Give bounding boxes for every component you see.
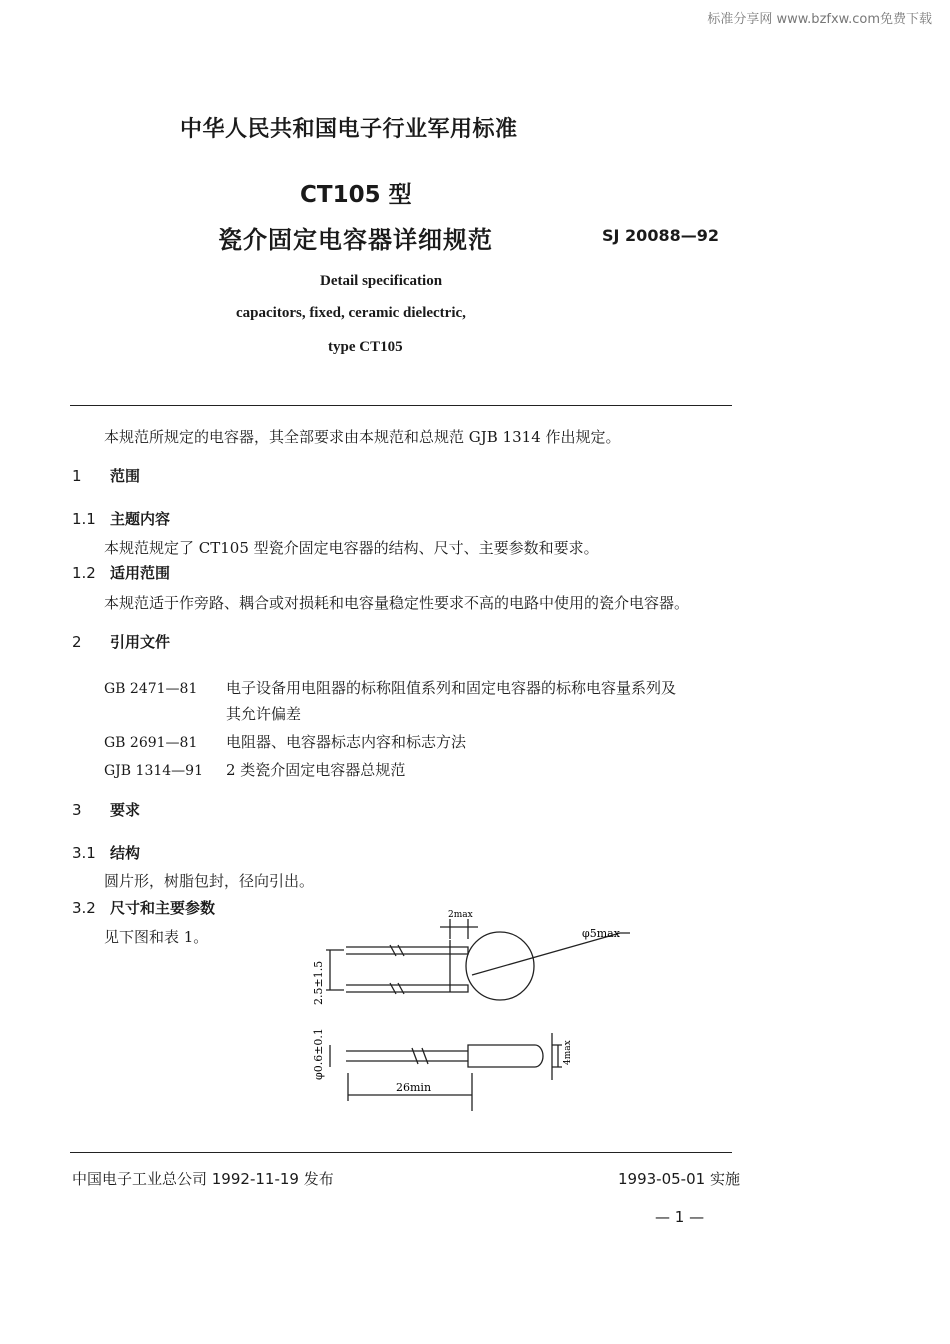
reference-row: [104, 731, 466, 752]
section-title: 尺寸和主要参数: [110, 899, 216, 917]
dim-length-label: 26min: [396, 1081, 432, 1094]
thickness-dimension-line: [552, 1045, 562, 1067]
standard-org-title: 中华人民共和国电子行业军用标准: [180, 117, 518, 142]
top-dimension-line: [440, 919, 478, 939]
page-number: — 1 —: [655, 1208, 705, 1226]
dim-thickness-label: 4max: [563, 1040, 573, 1065]
english-title-line3: type CT105: [328, 339, 403, 355]
section-title: 主题内容: [110, 510, 171, 528]
section-title: 适用范围: [110, 564, 171, 582]
reference-title: 电阻器、电容器标志内容和标志方法: [226, 733, 467, 751]
header-divider: [70, 405, 732, 406]
section-3-2-text: 见下图和表 1。: [104, 928, 209, 946]
reference-title-continued: 其允许偏差: [226, 705, 302, 723]
document-title-line1: CT105 型: [300, 182, 412, 208]
section-number: 1.1: [72, 510, 96, 528]
section-3-1-heading: [72, 842, 140, 863]
pitch-dimension-line: [326, 950, 344, 990]
side-lead: [346, 1051, 468, 1061]
reference-code: GJB 1314—91: [104, 763, 203, 779]
english-title-line2: capacitors, fixed, ceramic dielectric,: [236, 305, 466, 321]
section-number: 1: [72, 467, 82, 485]
issue-date: 中国电子工业总公司 1992-11-19 发布: [72, 1170, 334, 1188]
section-number: 3: [72, 801, 82, 819]
upper-lead-bend: [450, 947, 468, 954]
section-2-heading: [72, 631, 170, 652]
dim-pitch-label: 2.5±1.5: [312, 960, 325, 1005]
section-1-2-text: 本规范适于作旁路、耦合或对损耗和电容量稳定性要求不高的电路中使用的瓷介电容器。: [104, 594, 690, 612]
capacitor-dimension-drawing: [300, 905, 630, 1130]
reference-code: GB 2691—81: [104, 735, 198, 751]
document-title-line2: 瓷介固定电容器详细规范: [218, 226, 493, 254]
section-number: 2: [72, 633, 82, 651]
capacitor-side-body: [468, 1045, 543, 1067]
section-1-1-text: 本规范规定了 CT105 型瓷介固定电容器的结构、尺寸、主要参数和要求。: [104, 539, 599, 557]
break-symbols: [390, 945, 404, 994]
dim-diameter-label: φ5max: [582, 927, 620, 940]
reference-row: [104, 677, 676, 698]
watermark: 标准分享网 www.bzfxw.com免费下载: [707, 12, 932, 27]
section-1-1-heading: [72, 508, 170, 529]
english-title-line1: Detail specification: [320, 273, 443, 289]
section-title: 结构: [110, 844, 141, 862]
standard-code: SJ 20088—92: [602, 226, 719, 245]
section-1-2-heading: [72, 562, 170, 583]
section-3-1-text: 圆片形，树脂包封，径向引出。: [104, 872, 315, 890]
section-number: 3.1: [72, 844, 96, 862]
section-title: 引用文件: [110, 633, 171, 651]
capacitor-disc-outline: [466, 932, 534, 1000]
intro-paragraph: 本规范所规定的电容器，其全部要求由本规范和总规范 GJB 1314 作出规定。: [104, 428, 621, 446]
dim-lead-label: φ0.6±0.1: [312, 1028, 325, 1080]
footer-divider: [70, 1152, 732, 1153]
lower-lead: [346, 985, 450, 992]
section-1-heading: [72, 465, 140, 486]
section-number: 1.2: [72, 564, 96, 582]
dim-top-label: 2max: [448, 910, 473, 920]
upper-lead: [346, 947, 450, 954]
lower-lead-bend: [450, 985, 468, 992]
reference-row: [104, 759, 405, 780]
effective-date: 1993-05-01 实施: [618, 1170, 740, 1188]
section-title: 范围: [110, 467, 141, 485]
section-3-2-heading: [72, 897, 215, 918]
section-number: 3.2: [72, 899, 96, 917]
section-3-heading: [72, 799, 140, 820]
section-title: 要求: [110, 801, 141, 819]
reference-title: 2 类瓷介固定电容器总规范: [226, 761, 406, 779]
reference-title: 电子设备用电阻器的标称阻值系列和固定电容器的标称电容量系列及: [226, 679, 677, 697]
reference-code: GB 2471—81: [104, 681, 198, 697]
